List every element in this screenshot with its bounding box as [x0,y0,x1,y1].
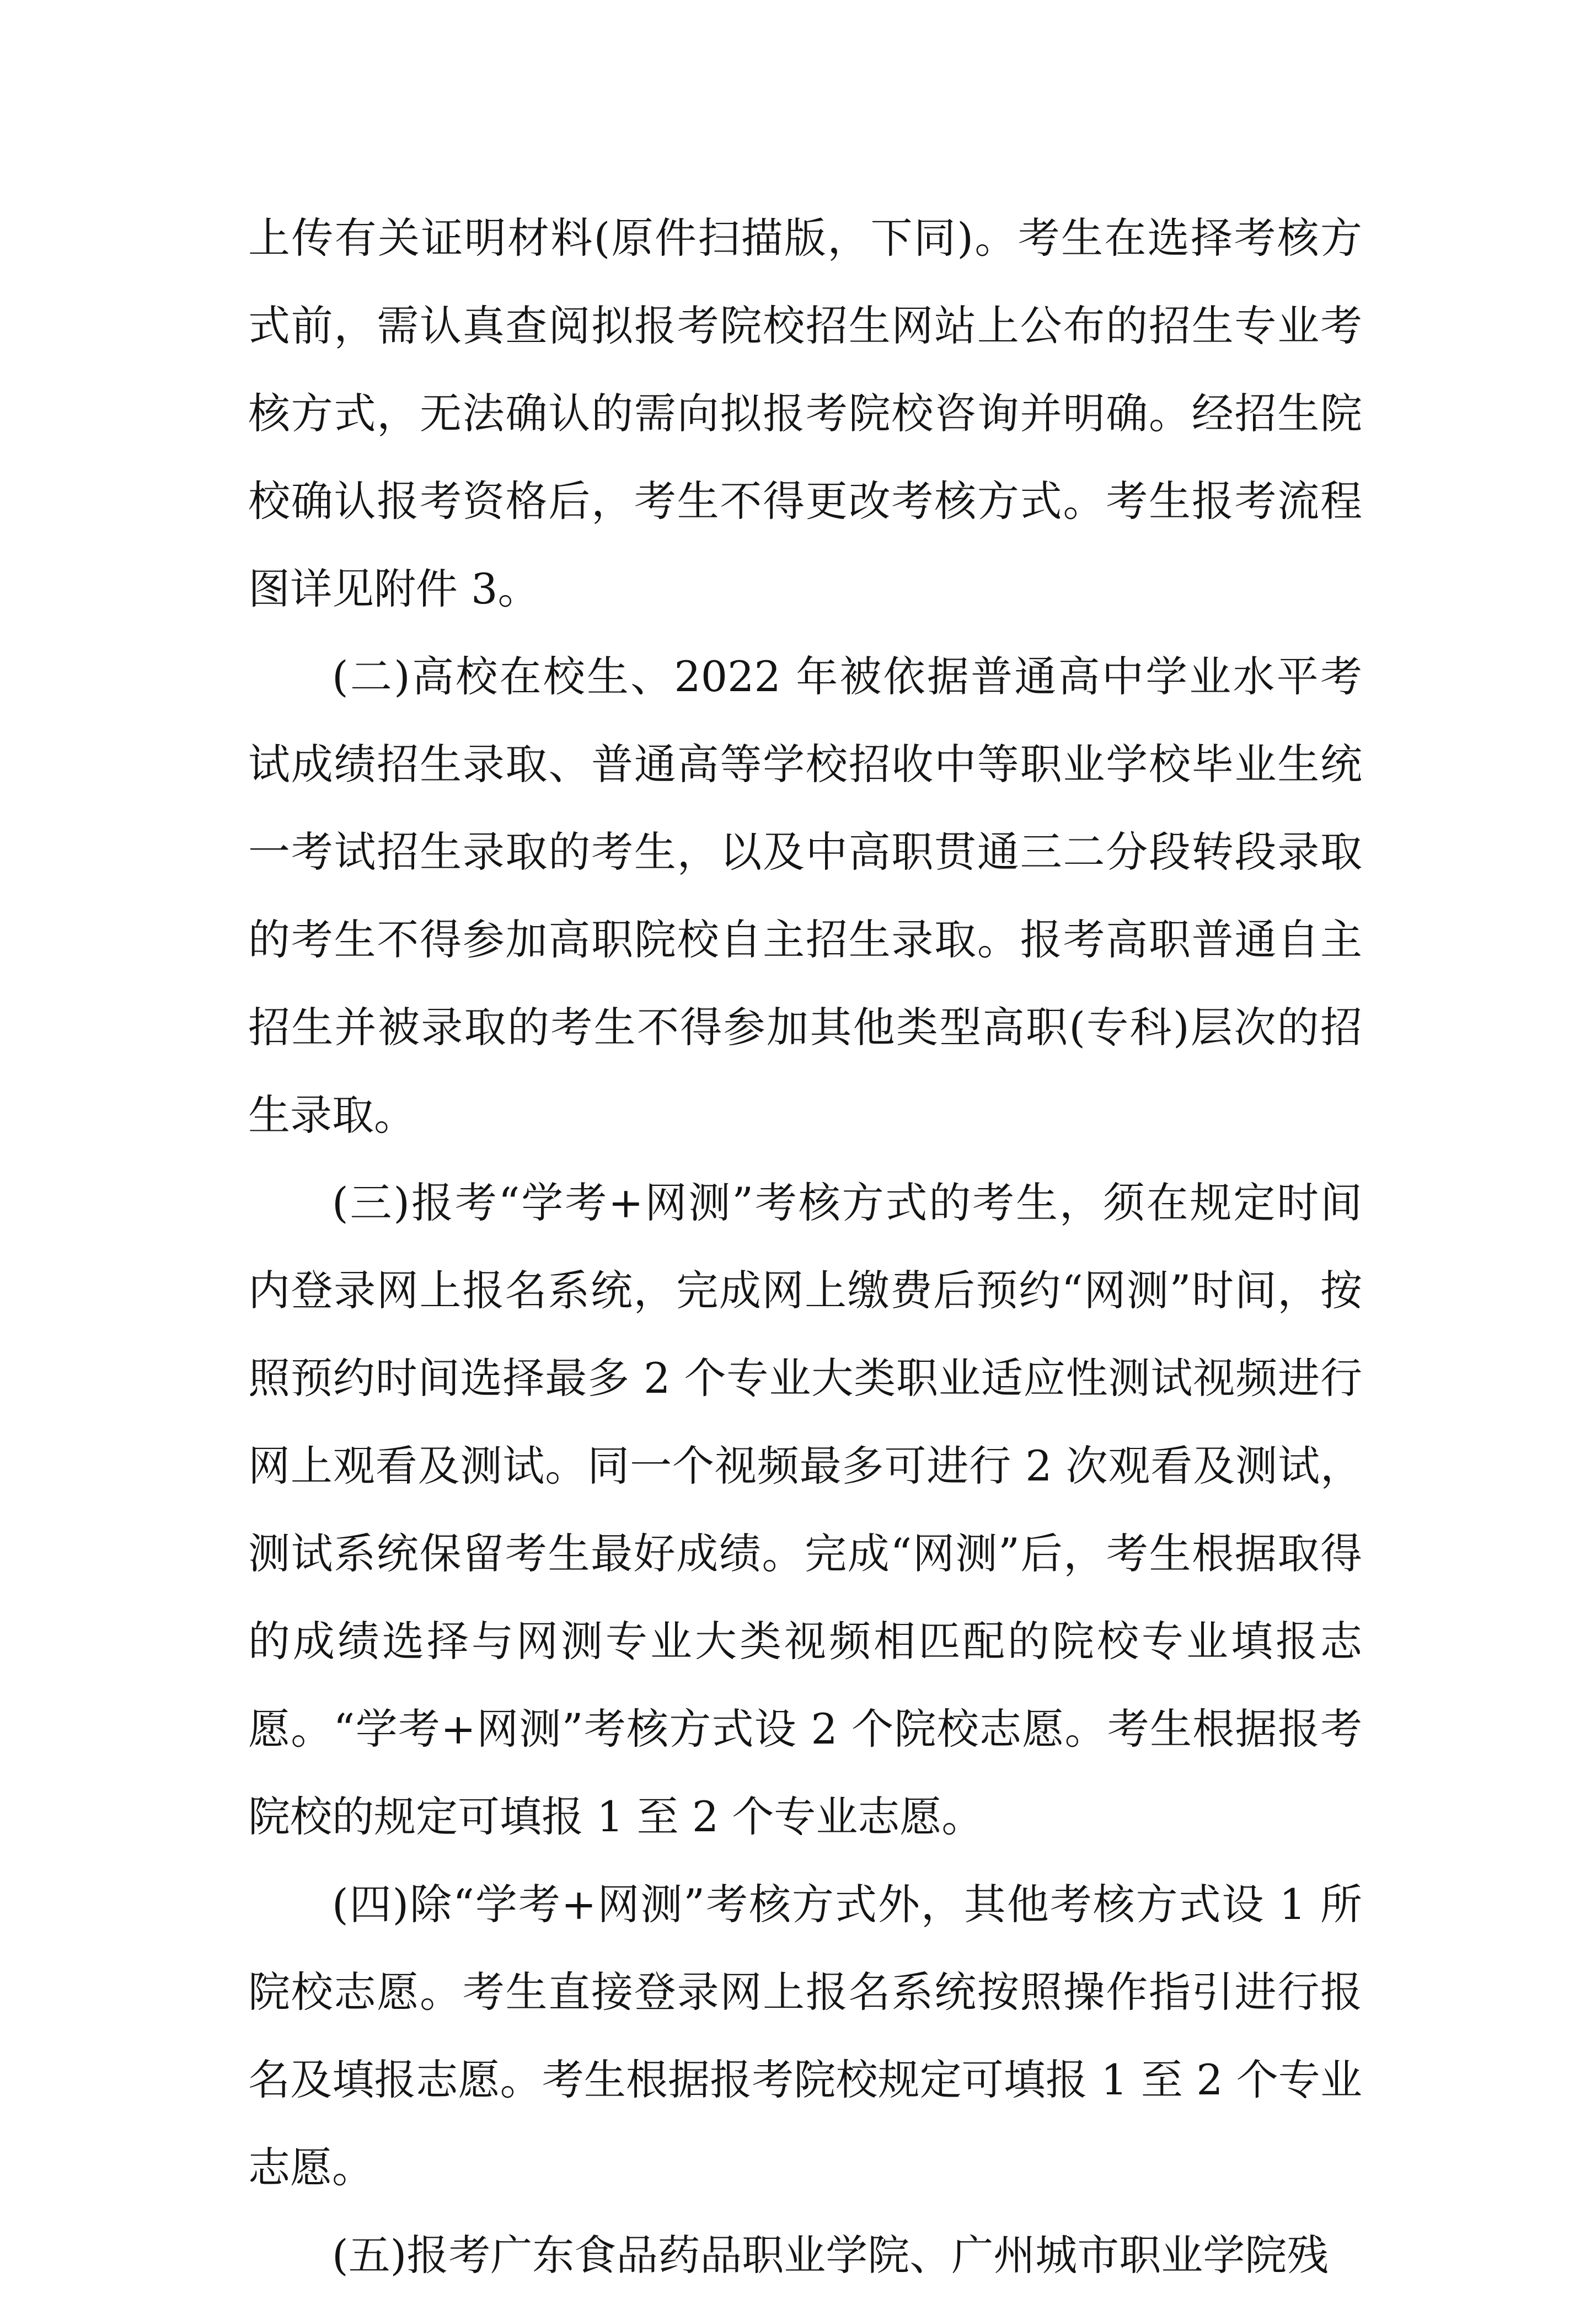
paragraph-continuation: 上传有关证明材料(原件扫描版，下同)。考生在选择考核方式前，需认真查阅拟报考院校招生网站上公布的招生专业考核方式，无法确认的需向拟报考院校咨询并明确。经招生院校确认报考资格后，考生不得更改考核方式。考生报考流程图详见附件 3。 [248,213,1362,613]
document-body [248,194,1362,2299]
paragraph-5: (五)报考广东食品药品职业学院、广州城市职业学院残 [332,2231,1329,2280]
paragraph-3: (三)报考“学考+网测”考核方式的考生，须在规定时间内登录网上报名系统，完成网上缴费后预约“网测”时间，按照预约时间选择最多 2 个专业大类职业适应性测试视频进行网上观看及测试。同一个视频最多可进行 2 次观看及测试，测试系统保留考生最好成绩。完成“网测”后，考生根据取得的成绩选择与网测专业大类视频相匹配的院校专业填报志愿。“学考+网测”考核方式设 2 个院校志愿。考生根据报考院校的规定可填报 1 至 2 个专业志愿。 [248,1178,1362,1841]
paragraph-2: (二)高校在校生、2022 年被依据普通高中学业水平考试成绩招生录取、普通高等学校招收中等职业学校毕业生统一考试招生录取的考生，以及中高职贯通三二分段转段录取的考生不得参加高职院校自主招生录取。报考高职普通自主招生并被录取的考生不得参加其他类型高职(专科)层次的招生录取。 [248,652,1362,1140]
paragraph-4: (四)除“学考+网测”考核方式外，其他考核方式设 1 所院校志愿。考生直接登录网上报名系统按照操作指引进行报名及填报志愿。考生根据报考院校规定可填报 1 至 2 个专业志愿。 [248,1880,1362,2192]
